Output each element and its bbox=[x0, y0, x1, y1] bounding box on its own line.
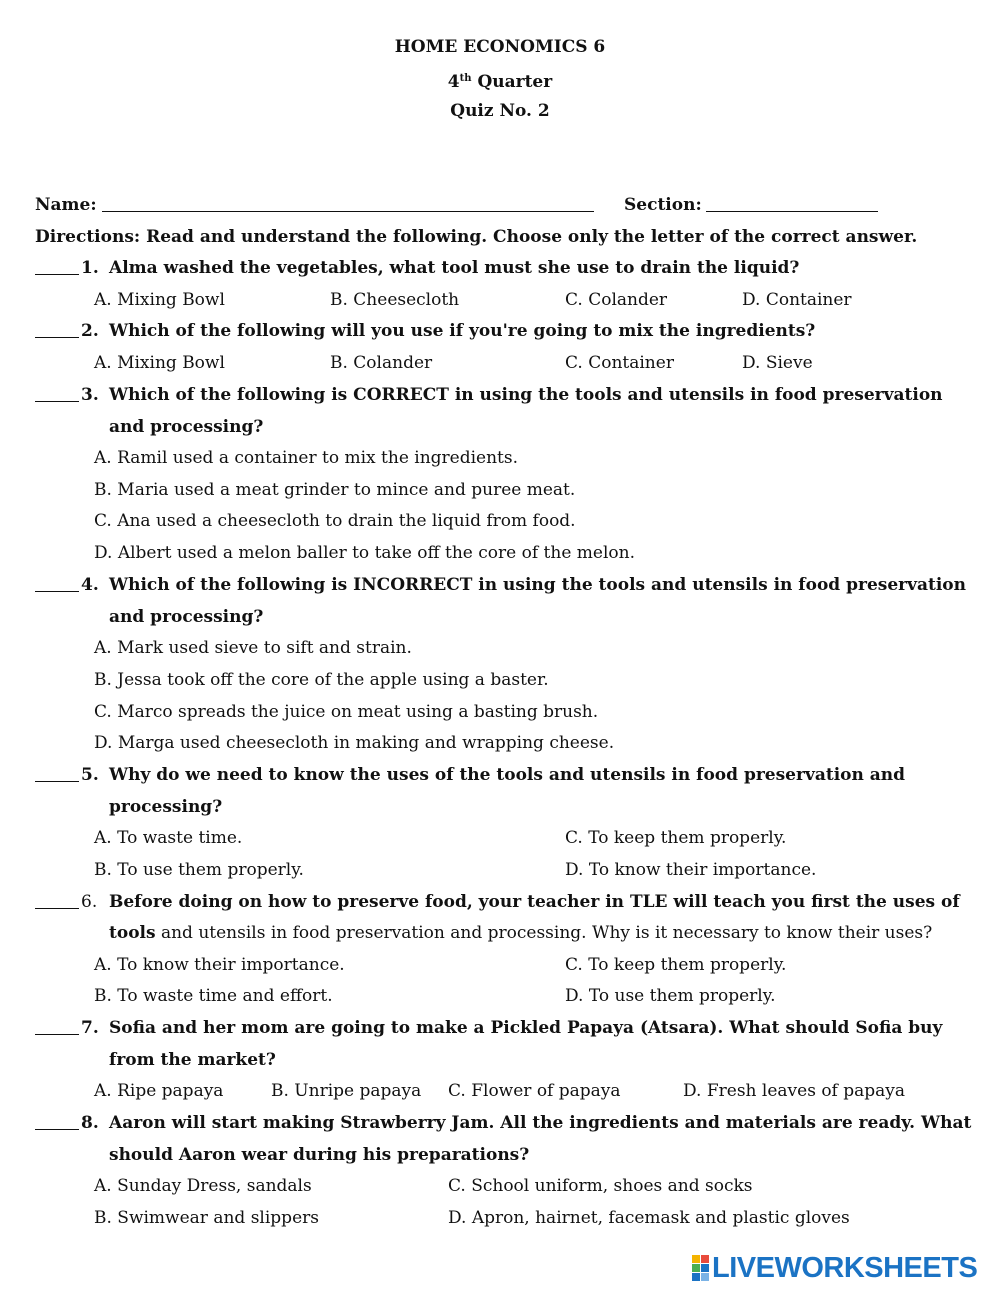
option-d: D. Sieve bbox=[742, 353, 813, 373]
question-number: 5. bbox=[81, 765, 99, 785]
question-text-cont: should Aaron wear during his preparations? bbox=[109, 1145, 530, 1165]
answer-blank-8[interactable] bbox=[35, 1113, 79, 1130]
answer-blank-6[interactable] bbox=[35, 892, 79, 909]
option-b: B. Jessa took off the core of the apple using a baster. bbox=[94, 670, 549, 690]
option-a: A. Mark used sieve to sift and strain. bbox=[94, 638, 412, 658]
option-c: C. Marco spreads the juice on meat using a basting brush. bbox=[94, 702, 599, 722]
answer-blank-1[interactable] bbox=[35, 258, 79, 275]
option-c: C. Colander bbox=[565, 290, 668, 310]
option-b: B. To waste time and effort. bbox=[94, 986, 333, 1006]
question-text-cont bbox=[109, 922, 932, 944]
question-text-bold: tools bbox=[109, 923, 156, 943]
answer-blank-2[interactable] bbox=[35, 321, 79, 338]
question-6 bbox=[35, 891, 97, 913]
question-8 bbox=[35, 1112, 99, 1134]
option-c: C. To keep them properly. bbox=[565, 955, 787, 975]
option-d: D. To know their importance. bbox=[565, 860, 817, 880]
question-text-cont: and processing? bbox=[109, 417, 264, 437]
option-a: A. Mixing Bowl bbox=[94, 353, 225, 373]
option-b: B. Swimwear and slippers bbox=[94, 1208, 319, 1228]
question-7 bbox=[35, 1017, 99, 1039]
answer-blank-7[interactable] bbox=[35, 1018, 79, 1035]
section-label: Section: bbox=[624, 195, 702, 215]
quarter-superscript: th bbox=[459, 73, 472, 84]
option-a: A. Ripe papaya bbox=[94, 1081, 224, 1101]
question-3 bbox=[35, 384, 99, 406]
question-number: 6. bbox=[81, 892, 98, 912]
answer-blank-4[interactable] bbox=[35, 575, 79, 592]
option-d: D. Container bbox=[742, 290, 852, 310]
question-text-cont: from the market? bbox=[109, 1050, 276, 1070]
option-c: C. Flower of papaya bbox=[448, 1081, 621, 1101]
question-text: Which of the following will you use if you're going to mix the ingredients? bbox=[109, 321, 816, 341]
question-4 bbox=[35, 574, 99, 596]
question-text: Sofia and her mom are going to make a Pickled Papaya (Atsara). What should Sofia buy bbox=[109, 1018, 943, 1038]
question-2 bbox=[35, 320, 99, 342]
question-1 bbox=[35, 257, 99, 279]
name-field[interactable] bbox=[102, 195, 594, 212]
question-number: 2. bbox=[81, 321, 99, 341]
option-d: D. To use them properly. bbox=[565, 986, 776, 1006]
option-a: A. Ramil used a container to mix the ingredients. bbox=[94, 448, 519, 468]
question-text-cont: processing? bbox=[109, 797, 223, 817]
question-number: 8. bbox=[81, 1113, 99, 1133]
option-a: A. Sunday Dress, sandals bbox=[94, 1176, 312, 1196]
name-label: Name: bbox=[35, 195, 97, 215]
answer-blank-3[interactable] bbox=[35, 385, 79, 402]
question-5 bbox=[35, 764, 99, 786]
option-b: B. Colander bbox=[330, 353, 433, 373]
quarter-heading bbox=[0, 68, 1000, 93]
option-a: A. Mixing Bowl bbox=[94, 290, 225, 310]
liveworksheets-logo-icon bbox=[692, 1255, 709, 1281]
liveworksheets-logo[interactable] bbox=[692, 1250, 977, 1286]
question-text-cont: and processing? bbox=[109, 607, 264, 627]
option-d: D. Apron, hairnet, facemask and plastic gloves bbox=[448, 1208, 850, 1228]
question-text: Before doing on how to preserve food, your teacher in TLE will teach you first the uses of bbox=[109, 892, 960, 912]
liveworksheets-wordmark: LIVEWORKSHEETS bbox=[712, 1251, 978, 1284]
option-c: C. Ana used a cheesecloth to drain the liquid from food. bbox=[94, 511, 576, 531]
option-d: D. Fresh leaves of papaya bbox=[683, 1081, 906, 1101]
quarter-number: 4 bbox=[447, 72, 460, 92]
option-a: A. To waste time. bbox=[94, 828, 243, 848]
worksheet-title: HOME ECONOMICS 6 bbox=[394, 37, 606, 57]
question-number: 3. bbox=[81, 385, 99, 405]
question-number: 4. bbox=[81, 575, 99, 595]
option-c: C. School uniform, shoes and socks bbox=[448, 1176, 753, 1196]
question-number: 1. bbox=[81, 258, 99, 278]
option-a: A. To know their importance. bbox=[94, 955, 345, 975]
option-b: B. To use them properly. bbox=[94, 860, 304, 880]
option-d: D. Marga used cheesecloth in making and wrapping cheese. bbox=[94, 733, 615, 753]
question-text: Which of the following is CORRECT in using the tools and utensils in food preservation bbox=[109, 385, 943, 405]
section-field[interactable] bbox=[706, 195, 878, 212]
question-text: Which of the following is INCORRECT in using the tools and utensils in food preservation bbox=[109, 575, 967, 595]
option-d: D. Albert used a melon baller to take off the core of the melon. bbox=[94, 543, 635, 563]
answer-blank-5[interactable] bbox=[35, 765, 79, 782]
question-text: Why do we need to know the uses of the tools and utensils in food preservation and bbox=[109, 765, 906, 785]
question-number: 7. bbox=[81, 1018, 99, 1038]
option-b: B. Unripe papaya bbox=[271, 1081, 422, 1101]
option-c: C. Container bbox=[565, 353, 674, 373]
question-text: Aaron will start making Strawberry Jam. All the ingredients and materials are ready. What bbox=[109, 1113, 972, 1133]
quarter-word: Quarter bbox=[477, 72, 553, 92]
directions: Directions: Read and understand the following. Choose only the letter of the correct answer. bbox=[35, 227, 918, 247]
question-text: Alma washed the vegetables, what tool must she use to drain the liquid? bbox=[109, 258, 800, 278]
option-b: B. Cheesecloth bbox=[330, 290, 460, 310]
option-b: B. Maria used a meat grinder to mince and puree meat. bbox=[94, 480, 576, 500]
quiz-number: Quiz No. 2 bbox=[450, 101, 550, 121]
option-c: C. To keep them properly. bbox=[565, 828, 787, 848]
question-text-rest: and utensils in food preservation and processing. Why is it necessary to know their uses? bbox=[155, 923, 933, 943]
